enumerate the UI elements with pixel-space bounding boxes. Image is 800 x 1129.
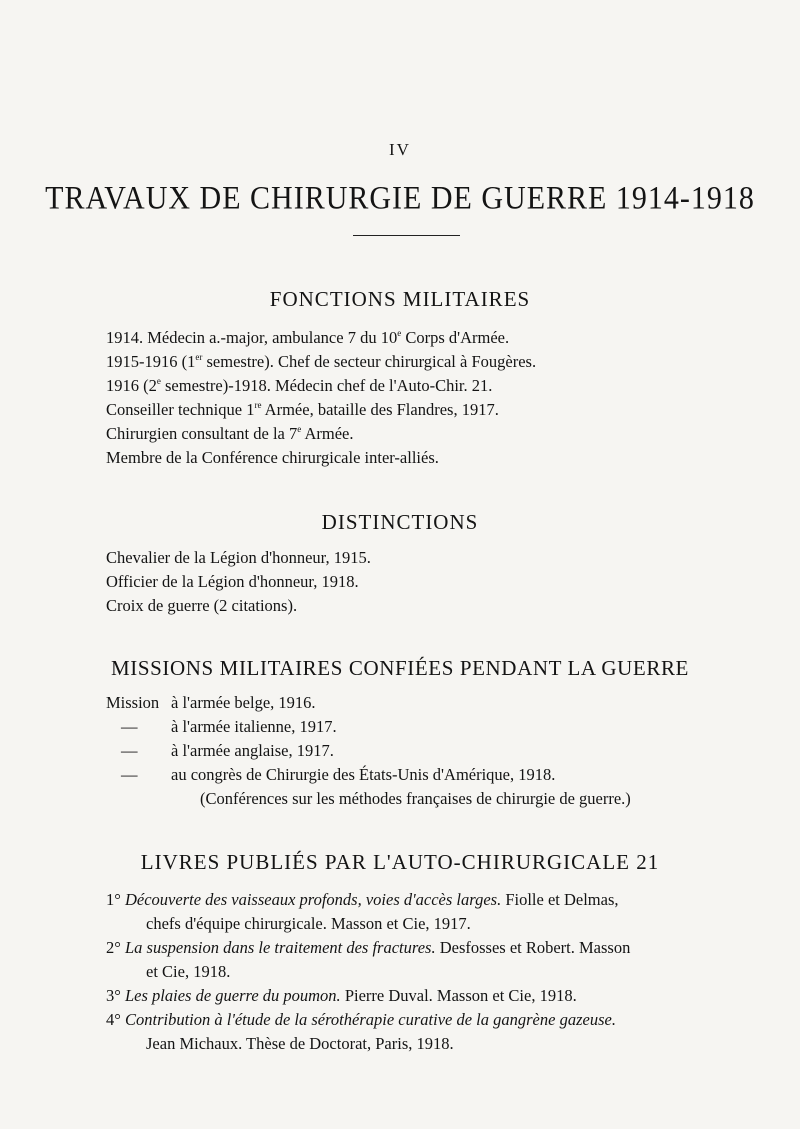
mission-line: — à l'armée anglaise, 1917. <box>106 739 631 763</box>
page-title: TRAVAUX DE CHIRURGIE DE GUERRE 1914-1918 <box>45 180 755 217</box>
distinction-line: Officier de la Légion d'honneur, 1918. <box>106 572 359 591</box>
livre-item: 2° La suspension dans le traitement des fractures. Desfosses et Robert. Masson <box>106 938 631 957</box>
livre-title: Contribution à l'étude de la sérothérapie curative de la gangrène gazeuse. <box>124 1010 616 1029</box>
section-heading-fonctions: FONCTIONS MILITAIRES <box>269 287 531 311</box>
fonctions-line: Chirurgien consultant de la 7e Armée. <box>106 424 354 443</box>
livre-title: Découverte des vaisseaux profonds, voies d'accès larges. <box>124 890 502 909</box>
distinction-line: Chevalier de la Légion d'honneur, 1915. <box>106 548 371 567</box>
livre-continuation: Jean Michaux. Thèse de Doctorat, Paris, 1918. <box>146 1034 454 1053</box>
mission-note: (Conférences sur les méthodes françaises de chirurgie de guerre.) <box>200 789 631 808</box>
ditto-dash: — <box>121 741 138 760</box>
mission-line: — au congrès de Chirurgie des États-Unis d'Amérique, 1918. <box>106 763 631 787</box>
livre-item: 1° Découverte des vaisseaux profonds, voies d'accès larges. Fiolle et Delmas, <box>106 890 619 909</box>
mission-line: — à l'armée italienne, 1917. <box>106 715 631 739</box>
page-number: IV <box>389 140 411 159</box>
missions-list <box>106 691 631 811</box>
livre-title: Les plaies de guerre du poumon. <box>124 986 341 1005</box>
ditto-dash: — <box>121 765 138 784</box>
fonctions-list <box>106 326 536 470</box>
section-heading-distinctions: DISTINCTIONS <box>321 510 479 534</box>
distinctions-list <box>106 546 371 618</box>
livre-item: 3° Les plaies de guerre du poumon. Pierre Duval. Masson et Cie, 1918. <box>106 986 577 1005</box>
mission-line: Mission à l'armée belge, 1916. <box>106 691 631 715</box>
fonctions-line: Membre de la Conférence chirurgicale inter-alliés. <box>106 448 439 467</box>
livre-continuation: et Cie, 1918. <box>146 962 231 981</box>
section-heading-missions: MISSIONS MILITAIRES CONFIÉES PENDANT LA GUERRE <box>111 656 689 680</box>
ditto-dash: — <box>121 717 138 736</box>
fonctions-line: 1915-1916 (1er semestre). Chef de secteur chirurgical à Fougères. <box>106 352 537 371</box>
distinction-line: Croix de guerre (2 citations). <box>106 596 298 615</box>
livres-list <box>106 888 630 1056</box>
fonctions-line: 1914. Médecin a.-major, ambulance 7 du 10e Corps d'Armée. <box>106 328 510 347</box>
livre-title: La suspension dans le traitement des fractures. <box>124 938 436 957</box>
mission-label: Mission <box>106 693 160 712</box>
title-divider <box>353 235 460 236</box>
section-heading-livres: LIVRES PUBLIÉS PAR L'AUTO-CHIRURGICALE 21 <box>140 850 660 874</box>
fonctions-line: Conseiller technique 1re Armée, bataille des Flandres, 1917. <box>106 400 499 419</box>
livre-continuation: chefs d'équipe chirurgicale. Masson et Cie, 1917. <box>146 914 471 933</box>
fonctions-line: 1916 (2e semestre)-1918. Médecin chef de l'Auto-Chir. 21. <box>106 376 493 395</box>
livre-item: 4° Contribution à l'étude de la sérothérapie curative de la gangrène gazeuse. <box>106 1010 616 1029</box>
